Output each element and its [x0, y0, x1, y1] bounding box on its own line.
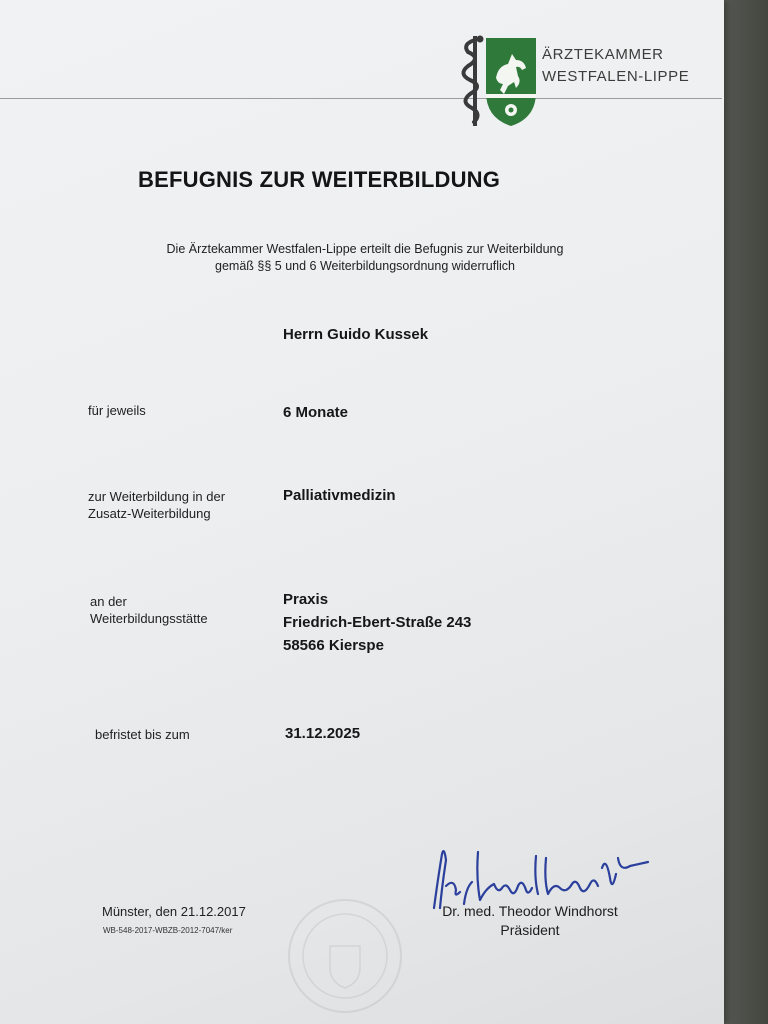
signer-name: Dr. med. Theodor Windhorst [442, 903, 618, 919]
field-label-line: an der [90, 594, 127, 609]
intro-line-2: gemäß §§ 5 und 6 Weiterbildungsordnung widerruflich [215, 259, 515, 273]
field-value-line: 58566 Kierspe [283, 637, 384, 654]
field-value-line: Praxis [283, 591, 329, 608]
intro-text [100, 241, 630, 275]
field-value-line: 31.12.2025 [285, 725, 361, 742]
intro-line-1: Die Ärztekammer Westfalen-Lippe erteilt die Befugnis zur Weiterbildung [166, 242, 564, 256]
field-label-specialty [88, 488, 225, 522]
field-value-line: 6 Monate [283, 404, 349, 421]
field-label-site [90, 593, 208, 627]
place-and-date: Münster, den 21.12.2017 [102, 904, 246, 919]
field-label-line: für jeweils [88, 403, 146, 418]
field-label-duration [88, 402, 146, 419]
westphalian-horse-crest-icon [456, 30, 540, 130]
field-label-valid-until [95, 726, 190, 743]
signer-block [410, 902, 650, 940]
embossed-seal-icon [280, 896, 410, 1016]
org-name-line2: WESTFALEN-LIPPE [542, 68, 690, 85]
field-label-line: Zusatz-Weiterbildung [88, 506, 211, 521]
document-title: BEFUGNIS ZUR WEITERBILDUNG [138, 167, 501, 192]
org-name-line1: ÄRZTEKAMMER [542, 46, 664, 63]
field-value-specialty [283, 484, 396, 507]
signer-role: Präsident [500, 922, 560, 938]
field-label-line: zur Weiterbildung in der [88, 489, 226, 504]
header-rule [0, 98, 722, 99]
field-value-valid-until [285, 722, 360, 745]
field-label-line: Weiterbildungsstätte [90, 611, 208, 626]
field-value-line: Palliativmedizin [283, 487, 396, 504]
reference-number: WB-548-2017-WBZB-2012-7047/ker [103, 926, 233, 935]
field-value-duration [283, 401, 348, 424]
field-label-line: befristet bis zum [95, 727, 190, 742]
org-name [542, 44, 689, 88]
field-value-site [283, 588, 471, 657]
recipient-name: Herrn Guido Kussek [283, 326, 429, 343]
field-value-line: Friedrich-Ebert-Straße 243 [283, 614, 472, 631]
